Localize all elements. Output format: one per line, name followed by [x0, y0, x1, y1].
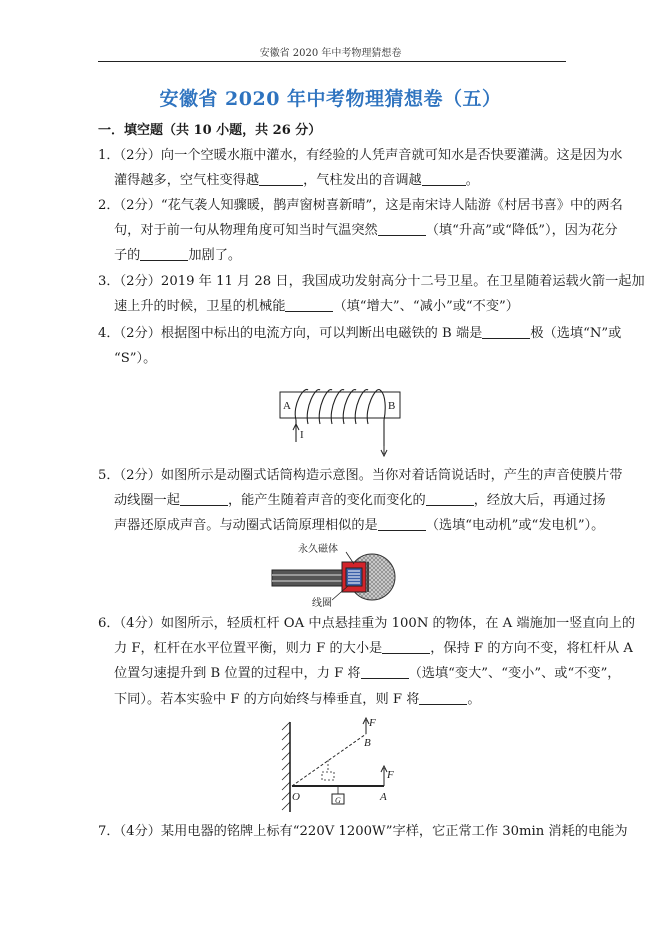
- q5-microphone-figure: [268, 542, 398, 608]
- q3-text-a: 速上升的时候，卫星的机械能: [114, 299, 286, 314]
- label-a: A: [380, 791, 387, 803]
- q2-text-b: （填“升高”或“降低”），因为花分: [425, 223, 618, 238]
- q4-line-1: [98, 324, 621, 344]
- q5-line-1: 5．（2分）如图所示是动圈式话筒构造示意图。当你对着话筒说话时，产生的声音使膜片带: [98, 468, 623, 483]
- q6-lever-figure: [276, 716, 396, 816]
- q1-line-2: [114, 171, 479, 191]
- q2-text-c: 子的: [114, 248, 141, 263]
- q4-text-a: 4．（2分）根据图中标出的电流方向，可以判断出电磁铁的 B 端是: [98, 326, 483, 341]
- current-arrow-out: [381, 446, 387, 456]
- q5-text-d: 声器还原成声音。与动圈式话筒原理相似的是: [114, 518, 378, 533]
- q6-text-e: 下同）。若本实验中 F 的方向始终与棒垂直，则 F 将: [114, 692, 420, 707]
- magnet-label: 永久磁体: [298, 544, 338, 555]
- lever-raised: [292, 734, 366, 786]
- q4-blank-1[interactable]: [482, 324, 530, 339]
- label-f-right: F: [387, 769, 394, 781]
- q4-line-2: “S”）。: [114, 351, 157, 366]
- q6-text-a: 力 F，杠杆在水平位置平衡，则力 F 的大小是: [114, 641, 383, 656]
- q1-blank-1[interactable]: [259, 171, 303, 186]
- q5-text-b: ，能产生随着声音的变化而变化的: [227, 493, 426, 508]
- q5-blank-1[interactable]: [180, 491, 228, 506]
- q5-blank-2[interactable]: [426, 491, 474, 506]
- q4-text-b: 极（选填“N”或: [530, 326, 622, 341]
- label-b: B: [364, 737, 371, 749]
- q1-blank-2[interactable]: [422, 171, 466, 186]
- q6-text-d: （选填“变大”、“变小”、或“不变”，: [408, 666, 621, 681]
- q5-text-a: 动线圈一起: [114, 493, 180, 508]
- label-o: O: [292, 791, 300, 803]
- q6-line-3: [114, 664, 621, 684]
- q2-line-3: [114, 246, 241, 266]
- q6-blank-2[interactable]: [361, 664, 409, 679]
- q1-text-b: ，气柱发出的音调越: [303, 173, 422, 188]
- running-header: 安徽省 2020 年中考物理猜想卷: [259, 48, 402, 59]
- q6-text-c: 位置匀速提升到 B 位置的过程中，力 F 将: [114, 666, 361, 681]
- label-b: B: [388, 400, 396, 412]
- exam-title: 安徽省 2020 年中考物理猜想卷（五）: [159, 88, 502, 110]
- q7-line-1: 7．（4分）某用电器的铭牌上标有“220V 1200W”字样，它正常工作 30min 消耗的电能为: [98, 824, 628, 839]
- q2-text-a: 句，对于前一句从物理角度可知当时气温突然: [114, 223, 378, 238]
- q3-line-2: [114, 297, 519, 317]
- q5-blank-3[interactable]: [378, 516, 426, 531]
- q2-blank-1[interactable]: [378, 221, 426, 236]
- q6-text-b: ，保持 F 的方向不变，将杠杆从 A: [430, 641, 633, 656]
- q5-line-3: [114, 516, 604, 536]
- q6-blank-3[interactable]: [419, 690, 467, 705]
- q1-text-a: 灌得越多，空气柱变得越: [114, 173, 260, 188]
- q2-blank-2[interactable]: [140, 246, 188, 261]
- q6-line-2: [114, 639, 633, 659]
- q6-text-f: 。: [467, 692, 481, 707]
- q2-line-1: 2．（2分）“花气袭人知骤暖，鹊声窗树喜新晴”，这是南宋诗人陆游《村居书喜》中的两名: [98, 198, 623, 213]
- q1-line-1: 1．（2分）向一个空暖水瓶中灌水，有经验的人凭声音就可知水是否快要灌满。这是因为水: [98, 148, 623, 163]
- q5-text-e: （选填“电动机”或“发电机”）。: [425, 518, 605, 533]
- q2-line-2: [114, 221, 618, 241]
- q5-text-c: ，经放大后，再通过扬: [473, 493, 606, 508]
- header-rule: [98, 61, 566, 62]
- label-g: G: [335, 796, 341, 805]
- section-heading: 一．填空题（共 10 小题，共 26 分）: [98, 123, 322, 138]
- mic-handle: [272, 570, 344, 586]
- q3-blank-1[interactable]: [285, 297, 333, 312]
- q3-text-b: （填“增大”、“减小”或“不变”）: [333, 299, 519, 314]
- q1-text-c: 。: [465, 173, 479, 188]
- q3-line-1: 3．（2分）2019 年 11 月 28 日，我国成功发射高分十二号卫星。在卫星随着运载火箭一起加: [98, 274, 645, 289]
- label-a: A: [283, 400, 291, 412]
- electromagnet-core: [280, 392, 400, 418]
- wall-hatching: [282, 722, 290, 810]
- q4-electromagnet-figure: [278, 380, 402, 460]
- q6-line-4: [114, 690, 481, 710]
- q2-text-d: 加剧了。: [188, 248, 242, 263]
- q6-blank-1[interactable]: [382, 639, 430, 654]
- q5-line-2: [114, 491, 606, 511]
- current-arrow-in: [293, 424, 299, 442]
- q6-line-1: 6．（4分）如图所示，轻质杠杆 OA 中点悬挂重为 100N 的物体，在 A 端施加一竖直向上的: [98, 616, 636, 631]
- label-current: I: [300, 429, 304, 441]
- coil-label: 线圈: [312, 598, 332, 609]
- label-f-top: F: [369, 717, 376, 729]
